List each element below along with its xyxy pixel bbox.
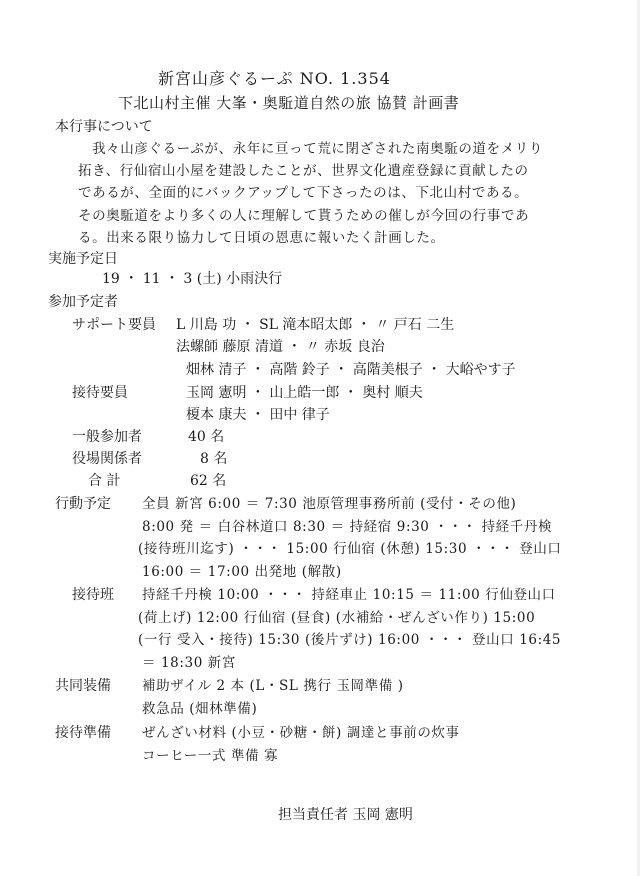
staff-count: 8 名 [200,451,228,467]
support-line: L 川島 功 ・ SL 滝本昭太郎 ・ 〃 戸石 二生 [176,317,455,333]
support-label: サポート要員 [72,317,156,333]
schedule-date: 19 ・ 11 ・ 3 (土) 小雨決行 [102,271,283,287]
about-line: る。出来る限り協力して日頃の恩恵に報いたく計画した。 [78,230,445,246]
reception-team-line: (荷上げ) 12:00 行仙宿 (昼食) (水補給・ぜんざい作り) 15:00 [138,610,536,626]
about-heading: 本行事について [55,119,153,135]
total-count: 62 名 [190,473,227,489]
support-line: 畑林 清子 ・ 高階 鈴子 ・ 高階美根子 ・ 大峪やす子 [186,362,516,378]
total-label: 合 計 [88,473,121,489]
action-line: 16:00 ＝ 17:00 出発地 (解散) [142,564,342,580]
reception-prep-line: ぜんざい材料 (小豆・砂糖・餅) 調達と事前の炊事 [142,725,460,741]
responsible-person: 担当責任者 玉岡 憲明 [278,807,413,823]
about-line: その奥駈道をより多くの人に理解して貰うための催しが今回の行事であ [78,208,530,224]
action-line: (接待班川迄す) ・・・ 15:00 行仙宿 (休憩) 15:30 ・・・ 登山口 [138,541,562,557]
equipment-heading: 共同装備 [55,678,111,694]
reception-label: 接待要員 [72,385,128,401]
equipment-line: 救急品 (畑林準備) [142,701,258,717]
support-line: 法螺師 藤原 清道 ・ 〃 赤坂 良治 [176,339,385,355]
reception-team-line: ＝ 18:30 新宮 [142,655,236,671]
action-line: 全員 新宮 6:00 ＝ 7:30 池原管理事務所前 (受付・その他) [142,496,517,512]
reception-prep-heading: 接待準備 [55,725,111,741]
action-line: 8:00 発 ＝ 白谷林道口 8:30 ＝ 持経宿 9:30 ・・・ 持経千丹検 [142,519,553,535]
reception-line: 榎本 康夫 ・ 田中 律子 [186,407,330,423]
staff-label: 役場関係者 [72,451,142,467]
reception-prep-line: コーヒー一式 準備 寡 [142,748,279,764]
participants-heading: 参加予定者 [48,294,118,310]
general-count: 40 名 [188,429,225,445]
about-line: 我々山彦ぐるーぷが、永年に亘って荒に閉ざされた南奥駈の道をメリり [92,141,543,157]
equipment-line: 補助ザイル 2 本 (L・SL 携行 玉岡準備 ) [142,678,404,694]
document-subtitle: 下北山村主催 大峯・奥駈道自然の旅 協賛 計画書 [118,94,460,112]
schedule-heading: 実施予定日 [48,251,118,267]
action-heading: 行動予定 [55,496,111,512]
about-line: 拓き、行仙宿山小屋を建設したことが、世界文化遺産登録に貢献したの [78,163,529,179]
reception-team-heading: 接待班 [72,587,114,603]
reception-team-line: (一行 受入・接待) 15:30 (後片ずけ) 16:00 ・・・ 登山口 16:45 [138,632,562,648]
document-title: 新宮山彦ぐるーぷ NO. 1.354 [158,69,391,88]
reception-team-line: 持経千丹検 10:00 ・・・ 持経車止 10:15 ＝ 11:00 行仙登山口 [142,587,556,603]
about-line: であるが、全面的にバックアップして下さったのは、下北山村である。 [78,185,529,201]
general-label: 一般参加者 [72,429,142,445]
reception-line: 玉岡 憲明 ・ 山上皓一郎 ・ 奥村 順夫 [186,385,423,401]
